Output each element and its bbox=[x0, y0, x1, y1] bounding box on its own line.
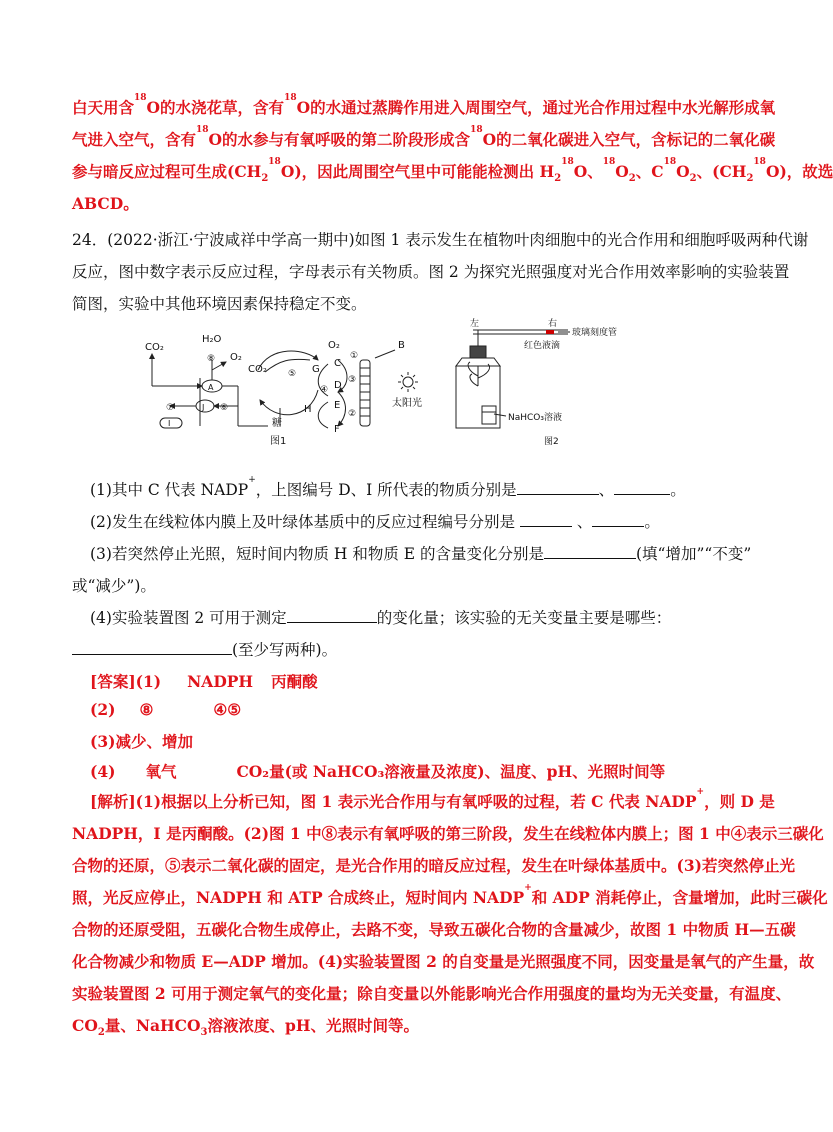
fig1-C: C bbox=[334, 358, 341, 369]
fig1-o2-right: O₂ bbox=[328, 340, 340, 351]
fig1-n7: ⑦ bbox=[166, 403, 175, 413]
fig1-n1: ① bbox=[350, 351, 359, 361]
sub-question-4: (4)实验装置图 2 可用于测定 的变化量；该实验的无关变量主要是哪些： bbox=[90, 606, 671, 628]
fig1-caption: 图1 bbox=[270, 436, 287, 447]
fig1-co2-mid: CO₂ bbox=[248, 364, 267, 375]
analysis-line-4: 照，光反应停止，NADPH 和 ATP 合成终止，短时间内 NADP+和 ADP 消耗停止，含量增加，此时三碳化 bbox=[72, 883, 828, 907]
sub-question-2: (2)发生在线粒体内膜上及叶绿体基质中的反应过程编号分别是 、 。 bbox=[90, 510, 660, 532]
fig2-solution-label: NaHCO₃溶液 bbox=[508, 413, 562, 423]
question-line-2: 反应，图中数字表示反应过程，字母表示有关物质。图 2 为探究光照强度对光合作用效率影响的实验装置 bbox=[72, 263, 790, 281]
fig1-n6: ⑥ bbox=[220, 403, 229, 413]
fig1-H: H bbox=[304, 404, 312, 415]
analysis-line-7: 实验装置图 2 可用于测定氧气的变化量；除自变量以外能影响光合作用强度的量均为无关变量，有温度、 bbox=[72, 984, 792, 1003]
fig1-D: D bbox=[334, 380, 342, 391]
fig1-A: A bbox=[208, 383, 214, 392]
analysis-line-3: 合物的还原，⑤表示二氧化碳的固定，是光合作用的暗反应过程，发生在叶绿体基质中。(3)若突然停止光 bbox=[72, 856, 795, 875]
analysis-line-2: NADPH，I 是丙酮酸。(2)图 1 中⑧表示有氧呼吸的第三阶段，发生在线粒体内膜上；图 1 中④表示三碳化 bbox=[72, 824, 824, 843]
fig1-G: G bbox=[312, 364, 320, 375]
fig1-o2-top: O₂ bbox=[230, 352, 242, 363]
question-line-1: 24．(2022·浙江·宁波咸祥中学高一期中)如图 1 表示发生在植物叶肉细胞中的光合作用和细胞呼吸两种代谢 bbox=[72, 231, 809, 249]
fig1-n5: ⑤ bbox=[288, 369, 297, 379]
analysis-line-6: 化合物减少和物质 E—ADP 增加。(4)实验装置图 2 的自变量是光照强度不同，因变量是氧气的产生量，故 bbox=[72, 952, 815, 971]
fig1-n2: ② bbox=[348, 409, 357, 419]
fig1-F: F bbox=[334, 424, 340, 435]
fig1-n3: ③ bbox=[348, 375, 357, 385]
fig2-caption: 图2 bbox=[544, 437, 559, 447]
fig1-n4: ④ bbox=[320, 385, 329, 395]
fig1-n8: ⑧ bbox=[207, 354, 216, 364]
answer-4: (4) 氧气 CO₂量(或 NaHCO₃溶液量及浓度)、温度、pH、光照时间等 bbox=[90, 762, 666, 781]
question-line-3: 简图，实验中其他环境因素保持稳定不变。 bbox=[72, 295, 367, 313]
explanation-line-3: 参与暗反应过程可生成$(CH_2^{18}O)$，因此周围空气里中可能能检测出 $H_2^{18}O$、$^{18}O_2$、$C^{18}O_2$、$(CH_2^{18}O)$，故选 bbox=[72, 157, 833, 185]
figure-2-apparatus bbox=[448, 316, 658, 456]
fig2-tube-label: 玻璃刻度管 bbox=[572, 328, 618, 338]
analysis-line-1: [解析](1)根据以上分析已知，图 1 表示光合作用与有氧呼吸的过程，若 C 代表 NADP+，则 D 是 bbox=[90, 787, 775, 811]
sub-question-4-cont: (至少写两种)。 bbox=[72, 638, 337, 660]
sub-question-3-cont: 或“减少”)。 bbox=[72, 577, 156, 595]
explanation-line-1: 白天用含$^{18}$O的水浇花草，含有$^{18}$O的水通过蒸腾作用进入周围空气，通过光合作用过程中水光解形成氧 bbox=[72, 93, 776, 117]
fig1-J: J bbox=[202, 403, 205, 412]
answer-3: (3)减少、增加 bbox=[90, 732, 193, 751]
fig1-sun: 太阳光 bbox=[392, 398, 422, 409]
sub-question-3: (3)若突然停止光照，短时间内物质 H 和物质 E 的含量变化分别是 (填“增加”“不变” bbox=[90, 542, 751, 564]
fig2-droplet-label: 红色液滴 bbox=[524, 341, 561, 351]
fig1-B: B bbox=[398, 340, 405, 351]
fig1-co2-left: CO₂ bbox=[145, 342, 164, 353]
analysis-line-8: $CO_2$量、NaHCO$_3$溶液浓度、pH、光照时间等。 bbox=[72, 1016, 419, 1039]
answer-1: [答案](1) NADPH 丙酮酸 bbox=[90, 672, 318, 691]
fig1-E: E bbox=[334, 400, 341, 411]
fig2-left-label: 左 bbox=[470, 319, 480, 329]
explanation-line-4: ABCD。 bbox=[72, 194, 139, 213]
explanation-line-2: 气进入空气，含有$^{18}$O的水参与有氧呼吸的第二阶段形成含$^{18}$O的二氧化碳进入空气，含标记的二氧化碳 bbox=[72, 125, 776, 149]
fig1-sugar: 糖 bbox=[272, 418, 282, 429]
sub-question-1: (1)其中 C 代表 NADP+，上图编号 D、I 所代表的物质分别是 、 。 bbox=[90, 475, 686, 499]
fig1-h2o: H₂O bbox=[202, 334, 222, 345]
fig1-I: I bbox=[168, 419, 171, 428]
answer-2: (2) ⑧ ④⑤ bbox=[90, 700, 242, 719]
analysis-line-5: 合物的还原受阻，五碳化合物生成停止，去路不变，导致五碳化合物的含量减少，故图 1 中物质 H—五碳 bbox=[72, 920, 796, 939]
fig2-right-label: 右 bbox=[548, 319, 558, 329]
figure-1-diagram bbox=[140, 330, 450, 455]
